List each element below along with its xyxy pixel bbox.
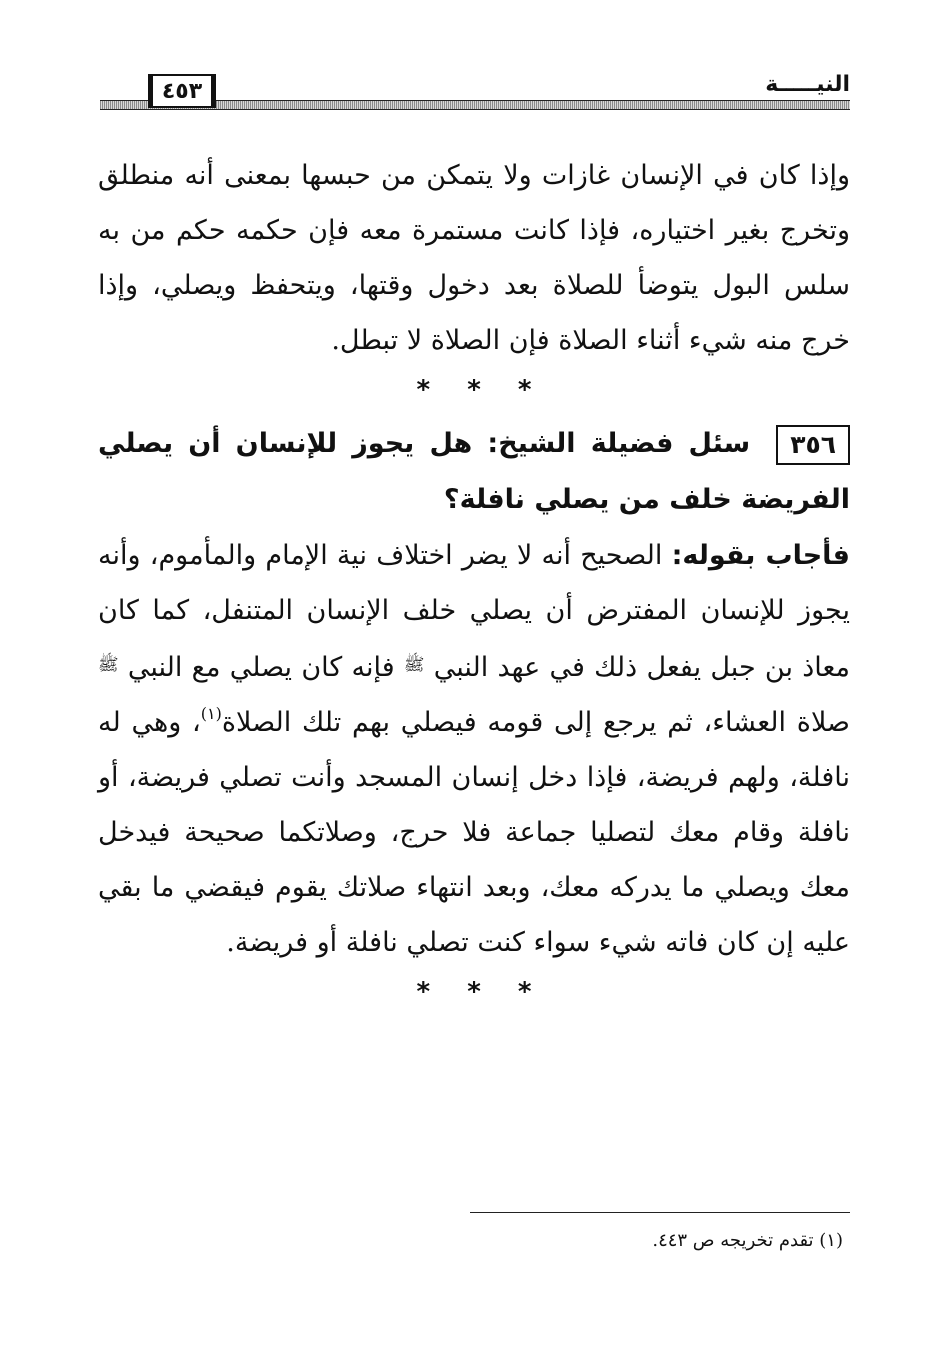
question-heading (98, 416, 850, 528)
answer-text-part4: ، وهي له نافلة، ولهم فريضة، فإذا دخل إنسان المسجد وأنت تصلي فريضة، أو نافلة وقام معك لتصليا جماعة فلا حرج، وصلاتكما صحيحة فيدخل معك ويصلي ما يدركه معك، وبعد انتهاء صلاتك يقوم فيقضي ما بقي عليه إن كان فاته شيء سواء كنت تصلي نافلة أو فريضة. (98, 707, 850, 958)
footnote: (١) تقدم تخريجه ص ٤٤٣. (652, 1230, 843, 1251)
answer-lead: فأجاب بقوله: (671, 540, 850, 571)
question-text: سئل فضيلة الشيخ: هل يجوز للإنسان أن يصلي الفريضة خلف من يصلي نافلة؟ (98, 428, 850, 515)
page-number: ٤٥٣ (148, 74, 216, 108)
answer-text-part2: فإنه كان يصلي مع النبي (127, 652, 395, 683)
salawat-symbol: ﷺ (403, 655, 425, 675)
answer-paragraph (98, 528, 850, 970)
footnote-divider (470, 1212, 850, 1213)
main-text (98, 148, 850, 1018)
answer-text-part1: الصحيح أنه لا يضر اختلاف نية الإمام والمأموم، وأنه يجوز للإنسان المفترض أن يصلي خلف الإنسان المتنفل، كما كان معاذ بن جبل يفعل ذلك في عهد النبي (98, 540, 850, 683)
chapter-title: النيـــــة (765, 72, 850, 97)
answer-text-part3: صلاة العشاء، ثم يرجع إلى قومه فيصلي بهم تلك الصلاة (221, 707, 850, 738)
salawat-symbol: ﷺ (98, 655, 119, 675)
section-separator: * * * (416, 977, 532, 1007)
question-number: ٣٥٦ (776, 425, 850, 465)
running-header (100, 70, 850, 120)
paragraph: وإذا كان في الإنسان غازات ولا يتمكن من حبسها بمعنى أنه منطلق وتخرج بغير اختياره، فإذا كانت مستمرة معه فإن حكمه حكم من به سلس البول يتوضأ للصلاة بعد دخول وقتها، ويتحفظ ويصلي، وإذا خرج منه شيء أثناء الصلاة فإن الصلاة لا تبطل. (98, 160, 850, 356)
section-separator: * * * (416, 375, 532, 405)
footnote-reference[interactable]: (١) (200, 704, 222, 723)
